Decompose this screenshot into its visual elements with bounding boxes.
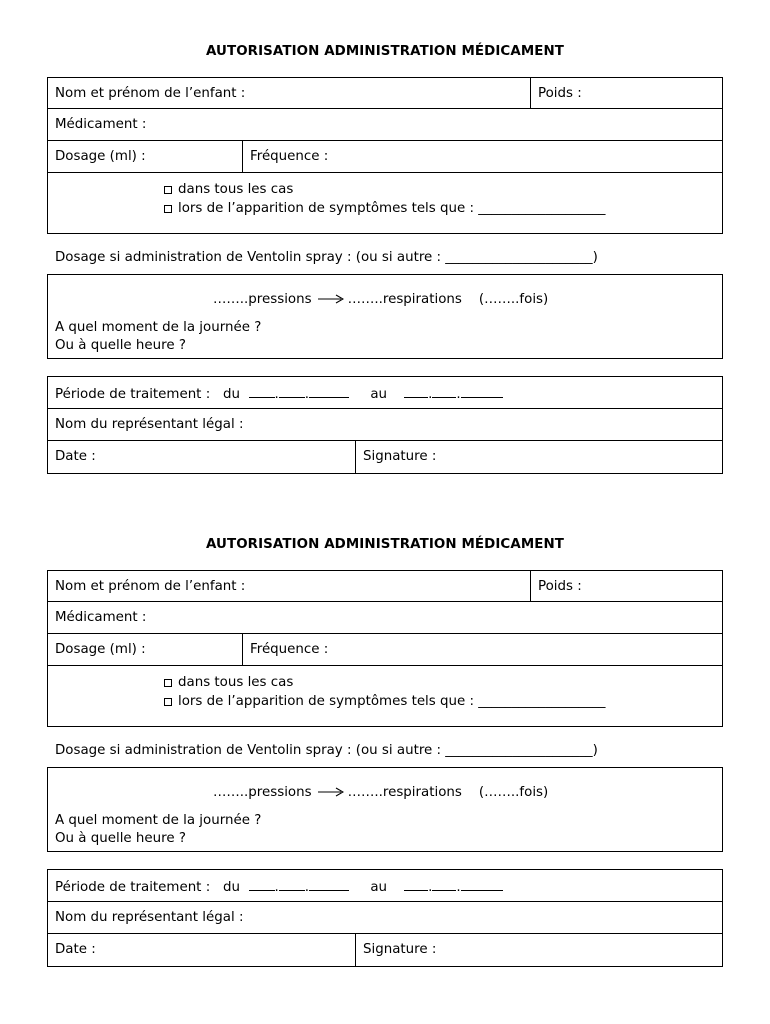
frequency-field[interactable]	[242, 141, 722, 172]
row-child-name	[48, 78, 722, 109]
from-day-blank[interactable]	[249, 385, 275, 398]
treatment-table	[47, 376, 723, 474]
row-dosage	[48, 141, 722, 173]
dosage-label: Dosage (ml) :	[55, 642, 146, 657]
pressions-text[interactable]: ……..pressions	[213, 785, 312, 800]
signature-field[interactable]	[355, 441, 722, 473]
administer-options	[164, 180, 605, 218]
option-all-cases[interactable]	[164, 180, 605, 199]
option-all-label: dans tous les cas	[178, 182, 294, 197]
option-symptoms-label: lors de l’apparition de symptômes tels que : ___________________	[178, 694, 606, 709]
to-day-blank[interactable]	[404, 878, 428, 891]
date-label: Date :	[55, 449, 96, 464]
arrow-right-icon	[318, 294, 344, 304]
medication-label: Médicament :	[55, 117, 147, 132]
checkbox-icon[interactable]	[164, 186, 172, 194]
arrow-right-icon	[318, 787, 344, 797]
period-field[interactable]: Période de traitement : du . . au . .	[48, 870, 722, 901]
checkbox-icon[interactable]	[164, 698, 172, 706]
date-field[interactable]	[48, 441, 355, 473]
signature-label: Signature :	[363, 449, 437, 464]
pressions-text[interactable]: ……..pressions	[213, 292, 312, 307]
row-dosage	[48, 634, 722, 666]
to-month-blank[interactable]	[432, 878, 456, 891]
ventolin-dosage-text: Dosage si administration de Ventolin spray : (ou si autre : ______________________)	[55, 250, 598, 265]
moment-label: A quel moment de la journée ?	[55, 813, 262, 828]
option-all-label: dans tous les cas	[178, 675, 294, 690]
child-name-label: Nom et prénom de l’enfant :	[55, 86, 246, 101]
date-label: Date :	[55, 942, 96, 957]
row-guardian	[48, 902, 722, 934]
period-label: Période de traitement :	[55, 880, 211, 895]
date-field[interactable]	[48, 934, 355, 966]
weight-label: Poids :	[538, 86, 582, 101]
ventolin-box	[47, 274, 723, 359]
respirations-text[interactable]: ……..respirations	[347, 292, 462, 307]
moment-label: A quel moment de la journée ?	[55, 320, 262, 335]
fois-text[interactable]: (……..fois)	[478, 785, 549, 800]
child-name-label: Nom et prénom de l’enfant :	[55, 579, 246, 594]
ventolin-box	[47, 767, 723, 852]
period-label: Période de traitement :	[55, 387, 211, 402]
dosage-field[interactable]	[48, 141, 242, 172]
row-date-signature	[48, 934, 722, 966]
child-name-field[interactable]	[48, 78, 530, 108]
row-guardian	[48, 409, 722, 441]
row-period	[48, 377, 722, 409]
checkbox-icon[interactable]	[164, 205, 172, 213]
option-all-cases[interactable]	[164, 673, 605, 692]
row-child-name	[48, 571, 722, 602]
moment-question	[55, 812, 261, 848]
frequency-field[interactable]	[242, 634, 722, 665]
pressions-line	[213, 785, 548, 800]
from-year-blank[interactable]	[309, 878, 349, 891]
row-administer	[48, 666, 722, 726]
hour-label: Ou à quelle heure ?	[55, 338, 186, 353]
respirations-text[interactable]: ……..respirations	[347, 785, 462, 800]
from-label: du	[222, 880, 240, 895]
from-month-blank[interactable]	[279, 385, 305, 398]
guardian-field[interactable]	[48, 409, 722, 440]
row-date-signature	[48, 441, 722, 473]
weight-field[interactable]	[530, 78, 722, 108]
to-label: au	[370, 387, 388, 402]
row-period	[48, 870, 722, 902]
child-name-field[interactable]	[48, 571, 530, 601]
from-day-blank[interactable]	[249, 878, 275, 891]
option-symptoms[interactable]	[164, 692, 605, 711]
weight-label: Poids :	[538, 579, 582, 594]
from-label: du	[222, 387, 240, 402]
guardian-field[interactable]	[48, 902, 722, 933]
option-symptoms[interactable]	[164, 199, 605, 218]
form-title: AUTORISATION ADMINISTRATION MÉDICAMENT	[205, 537, 565, 552]
row-medication	[48, 109, 722, 141]
to-day-blank[interactable]	[404, 385, 428, 398]
checkbox-icon[interactable]	[164, 679, 172, 687]
moment-question	[55, 319, 261, 355]
guardian-label: Nom du représentant légal :	[55, 417, 244, 432]
from-year-blank[interactable]	[309, 385, 349, 398]
medication-label: Médicament :	[55, 610, 147, 625]
dosage-label: Dosage (ml) :	[55, 149, 146, 164]
to-label: au	[370, 880, 388, 895]
ventolin-dosage-text: Dosage si administration de Ventolin spray : (ou si autre : ______________________)	[55, 743, 598, 758]
frequency-label: Fréquence :	[250, 149, 329, 164]
child-info-table	[47, 77, 723, 234]
from-month-blank[interactable]	[279, 878, 305, 891]
to-month-blank[interactable]	[432, 385, 456, 398]
row-administer	[48, 173, 722, 233]
child-info-table	[47, 570, 723, 727]
administer-options	[164, 673, 605, 711]
option-symptoms-label: lors de l’apparition de symptômes tels que : ___________________	[178, 201, 606, 216]
frequency-label: Fréquence :	[250, 642, 329, 657]
to-year-blank[interactable]	[461, 385, 503, 398]
pressions-line	[213, 292, 548, 307]
dosage-field[interactable]	[48, 634, 242, 665]
fois-text[interactable]: (……..fois)	[478, 292, 549, 307]
to-year-blank[interactable]	[461, 878, 503, 891]
weight-field[interactable]	[530, 571, 722, 601]
medication-field[interactable]	[48, 109, 722, 140]
guardian-label: Nom du représentant légal :	[55, 910, 244, 925]
signature-field[interactable]	[355, 934, 722, 966]
medication-field[interactable]	[48, 602, 722, 633]
treatment-table	[47, 869, 723, 967]
signature-label: Signature :	[363, 942, 437, 957]
form-title: AUTORISATION ADMINISTRATION MÉDICAMENT	[205, 44, 565, 59]
period-field[interactable]: Période de traitement : du . . au . .	[48, 377, 722, 408]
hour-label: Ou à quelle heure ?	[55, 831, 186, 846]
row-medication	[48, 602, 722, 634]
